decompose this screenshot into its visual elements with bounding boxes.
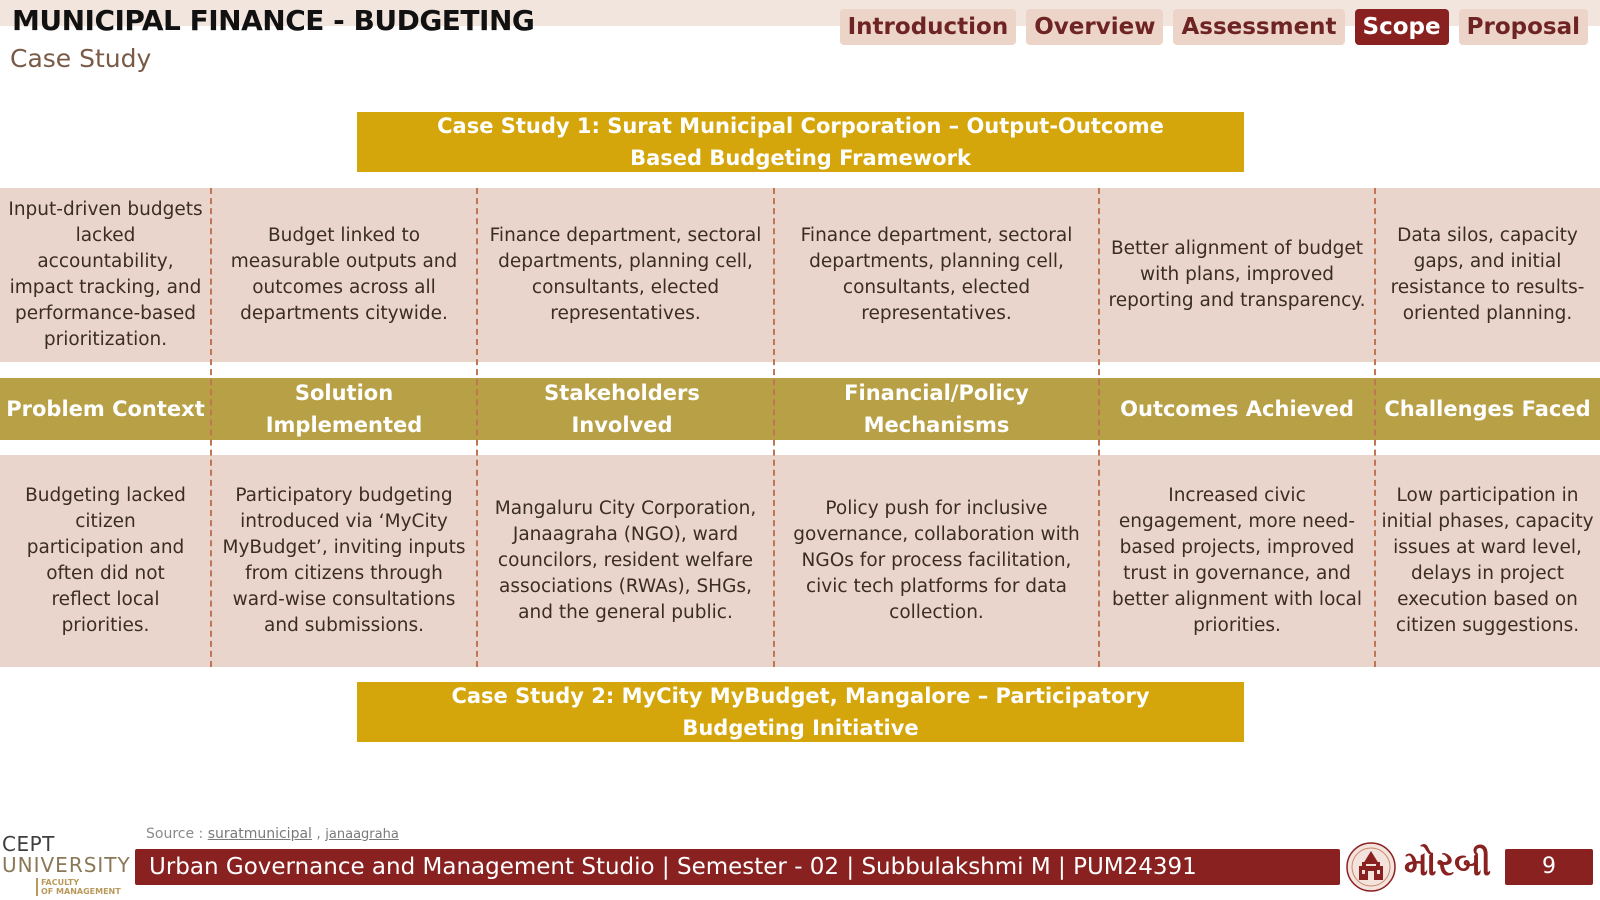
- source-link-janaagraha[interactable]: janaagraha: [325, 827, 399, 842]
- cs2-challenges-faced: Low participation in initial phases, capacity issues at ward level, delays in project execution based on citizen suggestions.: [1381, 485, 1594, 636]
- header-problem-context: Problem Context: [6, 397, 205, 421]
- city-emblem-icon: [1346, 842, 1396, 892]
- cs1-solution-implemented: Budget linked to measurable outputs and outcomes across all departments citywide.: [230, 225, 458, 324]
- cs1-problem-context: Input-driven budgets lacked accountability, impact tracking, and performance-based prioritization.: [8, 199, 203, 350]
- tab-assessment[interactable]: Assessment: [1173, 9, 1344, 45]
- tab-overview[interactable]: Overview: [1026, 9, 1163, 45]
- source-label: Source :: [146, 826, 204, 842]
- header-challenges-faced: Challenges Faced: [1384, 397, 1591, 421]
- cs1-financial-policy-mechanisms: Finance department, sectoral departments, planning cell, consultants, elected representatives.: [800, 225, 1073, 324]
- city-name-morbi: મોરબી: [1404, 844, 1492, 884]
- column-divider: [210, 188, 212, 667]
- column-divider: [773, 188, 775, 667]
- cs2-financial-policy-mechanisms: Policy push for inclusive governance, collaboration with NGOs for process facilitation, civic tech platforms for data collection.: [793, 498, 1080, 623]
- source-separator: ,: [316, 826, 321, 842]
- logo-line-cept: CEPT: [2, 832, 55, 856]
- column-divider: [1098, 188, 1100, 667]
- tab-introduction[interactable]: Introduction: [840, 9, 1017, 45]
- cs1-outcomes-achieved: Better alignment of budget with plans, improved reporting and transparency.: [1108, 238, 1366, 311]
- case-study-1-title: Case Study 1: Surat Municipal Corporation – Output-Outcome Based Budgeting Framework: [437, 114, 1164, 170]
- cs1-challenges-faced: Data silos, capacity gaps, and initial resistance to results-oriented planning.: [1390, 225, 1585, 324]
- cs2-stakeholders-involved: Mangaluru City Corporation, Janaagraha (NGO), ward councilors, resident welfare associations (RWAs), SHGs, and the general public.: [494, 498, 757, 623]
- logo-faculty: [36, 878, 121, 896]
- cs2-solution-implemented: Participatory budgeting introduced via ‘MyCity MyBudget’, inviting inputs from citizens through ward-wise consultations and submissions.: [222, 485, 466, 636]
- logo-line-university: UNIVERSITY: [2, 853, 131, 877]
- case-study-2-title: Case Study 2: MyCity MyBudget, Mangalore – Participatory Budgeting Initiative: [451, 684, 1150, 740]
- column-divider: [476, 188, 478, 667]
- tab-scope[interactable]: Scope: [1355, 9, 1449, 45]
- header-stakeholders-involved: Stakeholders Involved: [544, 381, 700, 437]
- page-title: MUNICIPAL FINANCE - BUDGETING: [12, 4, 535, 37]
- page-subtitle: Case Study: [10, 44, 152, 73]
- case-study-1-row: [0, 188, 1600, 362]
- header-solution-implemented: Solution Implemented: [265, 381, 423, 437]
- header-financial-policy-mechanisms: Financial/Policy Mechanisms: [844, 381, 1029, 437]
- page-number: 9: [1505, 849, 1593, 885]
- column-header-row: [0, 378, 1600, 440]
- case-study-2-row: [0, 455, 1600, 667]
- cs1-stakeholders-involved: Finance department, sectoral departments, planning cell, consultants, elected representatives.: [489, 225, 762, 324]
- logo-line-management: OF MANAGEMENT: [41, 887, 121, 896]
- logo-line-faculty: FACULTY: [41, 878, 80, 887]
- top-nav: [840, 9, 1588, 45]
- cept-university-logo: [2, 834, 132, 900]
- source-citation: [146, 826, 399, 842]
- cs2-outcomes-achieved: Increased civic engagement, more need-based projects, improved trust in governance, and better alignment with local priorities.: [1111, 485, 1363, 636]
- case-study-1-banner: [357, 112, 1244, 172]
- column-divider: [1374, 188, 1376, 667]
- header-outcomes-achieved: Outcomes Achieved: [1120, 397, 1354, 421]
- cs2-problem-context: Budgeting lacked citizen participation and often did not reflect local priorities.: [25, 485, 186, 636]
- tab-proposal[interactable]: Proposal: [1459, 9, 1588, 45]
- footer-bar: Urban Governance and Management Studio | Semester - 02 | Subbulakshmi M | PUM24391: [135, 849, 1340, 885]
- source-link-surat[interactable]: suratmunicipal: [207, 826, 312, 842]
- case-study-2-banner: [357, 682, 1244, 742]
